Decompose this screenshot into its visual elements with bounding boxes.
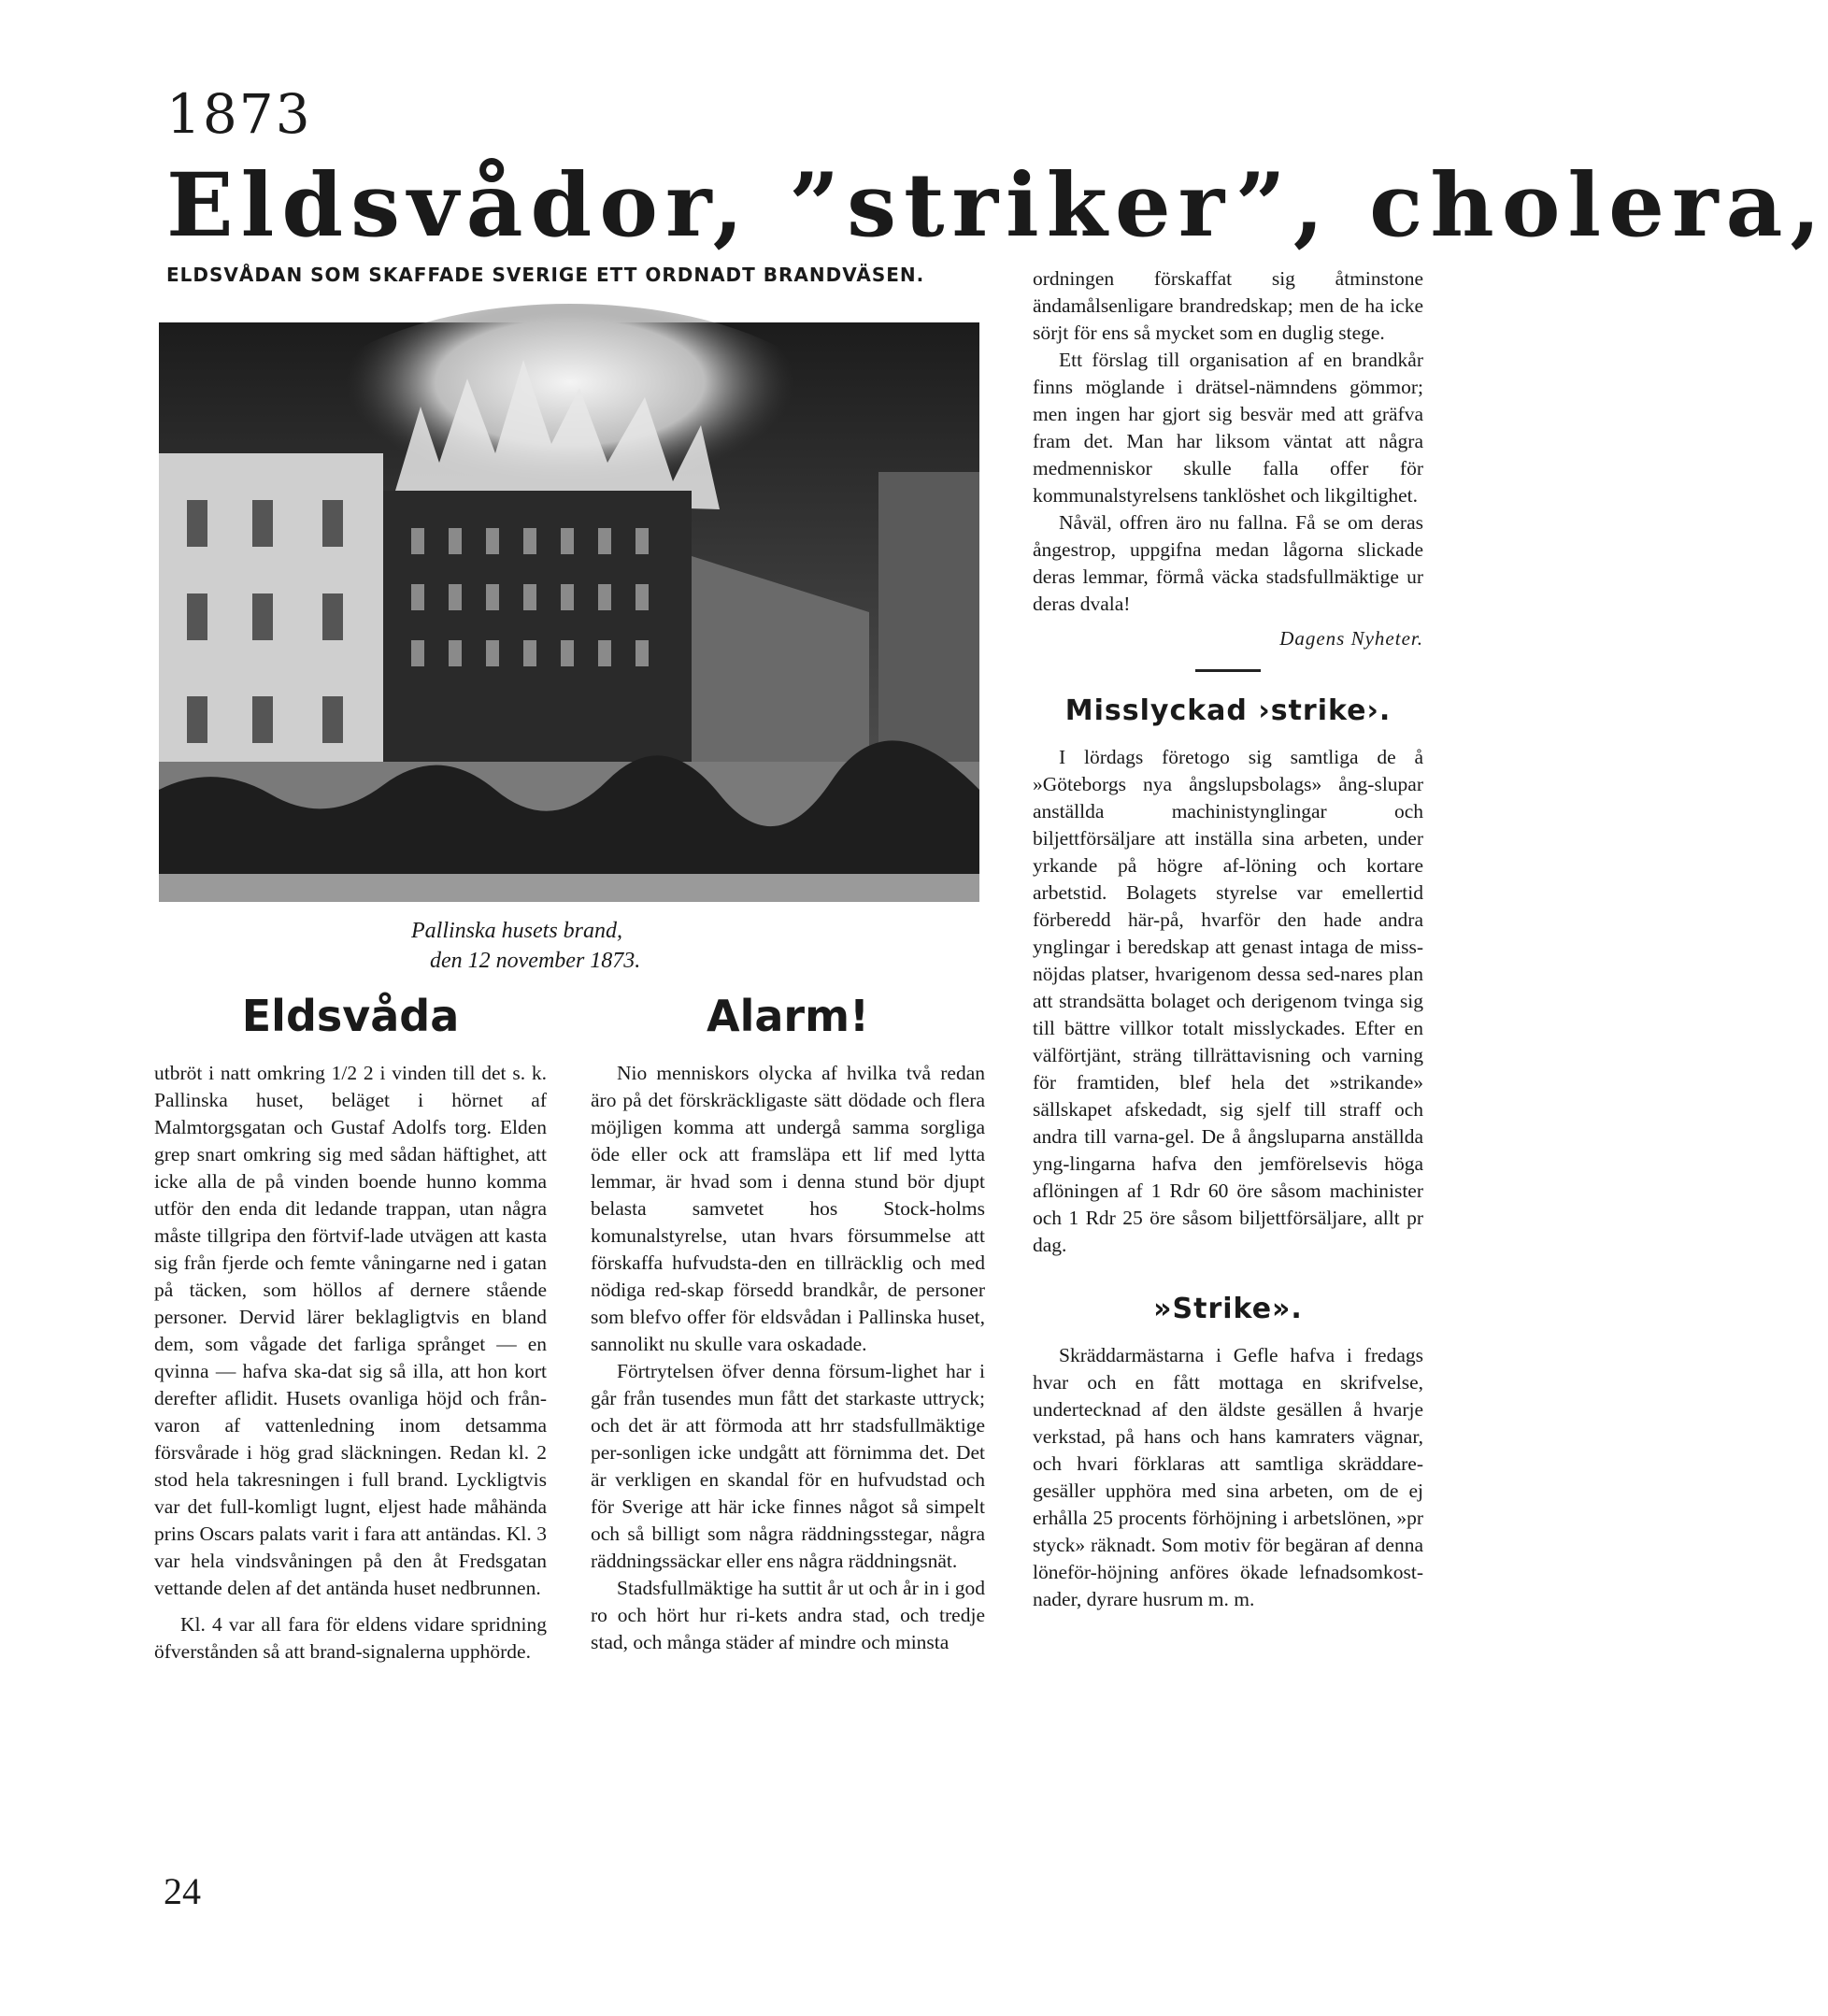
paragraph: ordningen förskaffat sig åtminstone ändamålsenligare brandredskap; men de ha icke sörjt för ens så mycket som en duglig stege.	[1033, 267, 1423, 344]
page-headline: Eldsvådor, ”striker”, cholera,	[166, 154, 1828, 257]
section-heading: »Strike».	[1153, 1293, 1303, 1325]
paragraph: I lördags företogo sig samtliga de å »Göteborgs nya ångslupsbolags» ång-slupar anställda machinistynglingar och biljettförsäljare att inställa sina arbeten, under yrkande på högre af-löning och kortare arbetstid. Bolagets styrelse var emellertid förberedd här-på, hvarför den hade andra ynglingar i beredskap att genast intaga de miss-nöjdas platser, hvarigenom dessa sed-nares plan att strandsätta bolaget och derigenom tvinga sig till bättre villkor totalt misslyckades. Efter en välförtjänt, sträng tillrättavisning och varning för framtiden, blef hela det »strikande» sällskapet afskedadt, sig sjelf till straff och andra till varna-gel. De å ångsluparna anställda yng-lingarna hafva den jemförelsevis höga aflöningen af 1 Rdr 60 öre såsom machinister och 1 Rdr 25 öre såsom biljettförsäljare, allt pr dag.	[1033, 746, 1423, 1256]
fire-engraving-image	[159, 322, 979, 902]
caption-line-2: den 12 november 1873.	[430, 949, 641, 973]
section-heading: Misslyckad ›strike›.	[1064, 694, 1392, 727]
column-eldsvada	[154, 991, 547, 1666]
paragraph: Förtrytelsen öfver denna försum-lighet har i går från tusendes mun fått det starkaste uttryck; och det är att förmoda att hrr stadsfullmäktige per-sonligen icke undgått att förnimma det. Det är verkligen en skandal för en hufvudstad och för Sverige att här icke finnes något så simpelt och så billigt som några räddningsstegar, några räddningssäckar eller ens några räddningsnät.	[591, 1360, 985, 1572]
column-right	[1033, 265, 1423, 1613]
page-number: 24	[164, 1870, 201, 1912]
figure-caption	[411, 916, 878, 976]
article-subhead: ELDSVÅDAN SOM SKAFFADE SVERIGE ETT ORDNADT BRANDVÄSEN.	[166, 264, 925, 286]
caption-line-1: Pallinska husets brand,	[411, 919, 622, 943]
paragraph: Stadsfullmäktige ha suttit år ut och år in i god ro och hört hur ri-kets andra stad, och tredje stad, och många städer af mindre och minsta	[591, 1577, 985, 1653]
section-divider	[1195, 669, 1261, 672]
column-heading: Eldsvåda	[241, 991, 460, 1041]
paragraph: Kl. 4 var all fara för eldens vidare spridning öfverstånden så att brand-signalerna upphörde.	[154, 1613, 547, 1663]
paragraph: Skräddarmästarna i Gefle hafva i fredags hvar och en fått mottaga en skrifvelse, undertecknad af den äldste gesällen å hvarje verkstad, på hans och hans kamraters vägnar, och hvari förklaras att samtliga skräddare-gesäller upphöra med sina arbeten, om de ej erhålla 25 procents förhöjning i arbetslönen, »pr styck» räknadt. Som motiv för begäran af denna löneför-höjning anföres ökade lefnadsomkost-nader, dyrare husrum m. m.	[1033, 1344, 1423, 1610]
paragraph: Nåväl, offren äro nu fallna. Få se om deras ångestrop, uppgifna medan lågorna slickade deras lemmar, förmå väcka stadsfullmäktige ur deras dvala!	[1033, 511, 1423, 615]
signature: Dagens Nyheter.	[1279, 627, 1423, 650]
year-heading: 1873	[166, 82, 312, 146]
column-alarm	[591, 991, 985, 1656]
paragraph: Ett förslag till organisation af en brandkår finns möglande i drätsel-nämndens gömmor; men ingen har gjort sig besvär med att gräfva fram det. Man har liksom väntat att några medmenniskor skulle falla offer för kommunalstyrelsens tanklöshet och likgiltighet.	[1033, 349, 1423, 507]
paragraph: utbröt i natt omkring 1/2 2 i vinden till det s. k. Pallinska huset, beläget i hörnet af Malmtorgsgatan och Gustaf Adolfs torg. Elden grep snart omkring sig med sådan häftighet, att icke alla de på vinden boende hunno komma utför den enda dit ledande trappan, utan några måste tillgripa den förtvif-lade utvägen att kasta sig från fjerde och femte våningarne ned i gatan på täcken, som höllos af dernere stående personer. Dervid lärer beklagligtvis en bland dem, som vågade det farliga språnget — en qvinna — hafva ska-dat sig så illa, att hon kort derefter aflidit. Husets ovanliga höjd och från-varon af vattenledning inom detsamma försvårade i hög grad släckningen. Redan kl. 2 stod hela takresningen i full brand. Lyckligtvis var det full-komligt lugnt, eljest hade måhända prins Oscars palats varit i fara att antändas. Kl. 3 var hela vindsvåningen på den åt Fredsgatan vettande delen af det antända huset nedbrunnen.	[154, 1062, 547, 1599]
paragraph: Nio menniskors olycka af hvilka två redan äro på det förskräckligaste sätt dödade och flera möjligen komma att undergå samma sorgliga öde eller ock att framsläpa ett lif med lytta lemmar, är hvad som i denna stund bör djupt belasta samvetet hos Stock-holms komunalstyrelse, utan hvars försummelse att förskaffa hufvudsta-den en tillräcklig och med nödiga red-skap försedd brandkår, de personer som blefvo offer för eldsvådan i Pallinska huset, sannolikt nu skulle vara oskadade.	[591, 1062, 985, 1355]
column-heading: Alarm!	[706, 991, 869, 1041]
